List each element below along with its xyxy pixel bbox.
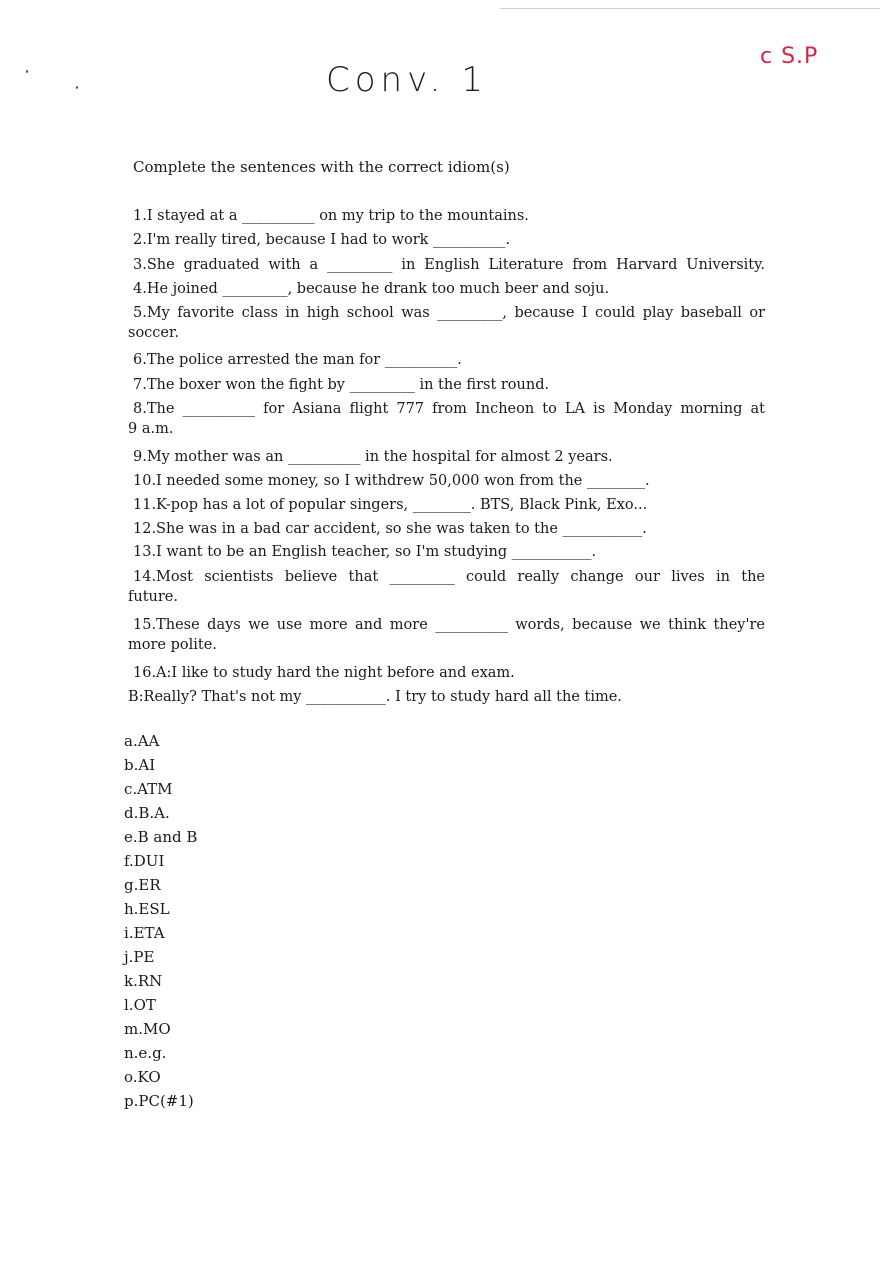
question-7: 7.The boxer won the fight by _________ in the first round.: [133, 377, 550, 393]
option-c: c.ATM: [124, 780, 173, 798]
question-8-continuation: 9 a.m.: [128, 421, 174, 437]
question-5-continuation: soccer.: [128, 325, 179, 341]
question-14: 14.Most scientists believe that _________ could really change our lives in the: [133, 569, 765, 585]
scan-speck: [75, 86, 78, 90]
option-d: d.B.A.: [124, 804, 170, 822]
option-j: j.PE: [124, 948, 155, 966]
question-14-continuation: future.: [128, 589, 178, 605]
option-g: g.ER: [124, 876, 161, 894]
question-5: 5.My favorite class in high school was _________, because I could play baseball or: [133, 305, 765, 321]
question-11: 11.K-pop has a lot of popular singers, ________. BTS, Black Pink, Exo...: [133, 497, 648, 513]
question-9: 9.My mother was an __________ in the hospital for almost 2 years.: [133, 449, 613, 465]
option-p: p.PC(#1): [124, 1092, 194, 1110]
option-n: n.e.g.: [124, 1044, 167, 1062]
question-1: 1.I stayed at a __________ on my trip to the mountains.: [133, 208, 529, 224]
option-k: k.RN: [124, 972, 163, 990]
question-8: 8.The __________ for Asiana flight 777 from Incheon to LA is Monday morning at: [133, 401, 765, 417]
handwritten-red-mark: c S.P: [760, 44, 819, 69]
option-f: f.DUI: [124, 852, 165, 870]
option-h: h.ESL: [124, 900, 170, 918]
option-a: a.AA: [124, 732, 160, 750]
question-16a: 16.A:I like to study hard the night before and exam.: [133, 665, 515, 681]
scan-speck: [26, 70, 28, 73]
option-m: m.MO: [124, 1020, 171, 1038]
question-16b: B:Really? That's not my ___________. I try to study hard all the time.: [128, 689, 622, 705]
question-6: 6.The police arrested the man for __________.: [133, 352, 462, 368]
question-15-continuation: more polite.: [128, 637, 217, 653]
option-e: e.B and B: [124, 828, 198, 846]
question-13: 13.I want to be an English teacher, so I'm studying ___________.: [133, 544, 597, 560]
question-3: 3.She graduated with a _________ in English Literature from Harvard University.: [133, 257, 765, 273]
question-12: 12.She was in a bad car accident, so she was taken to the ___________.: [133, 521, 647, 537]
option-l: l.OT: [124, 996, 156, 1014]
handwritten-title: Conv. 1: [326, 60, 488, 100]
scan-edge-line: [500, 8, 880, 9]
question-15: 15.These days we use more and more __________ words, because we think they're: [133, 617, 765, 633]
question-2: 2.I'm really tired, because I had to work __________.: [133, 232, 511, 248]
question-10: 10.I needed some money, so I withdrew 50,000 won from the ________.: [133, 473, 650, 489]
instruction-text: Complete the sentences with the correct idiom(s): [133, 158, 510, 176]
question-4: 4.He joined _________, because he drank too much beer and soju.: [133, 281, 610, 297]
option-i: i.ETA: [124, 924, 165, 942]
option-o: o.KO: [124, 1068, 161, 1086]
option-b: b.AI: [124, 756, 156, 774]
